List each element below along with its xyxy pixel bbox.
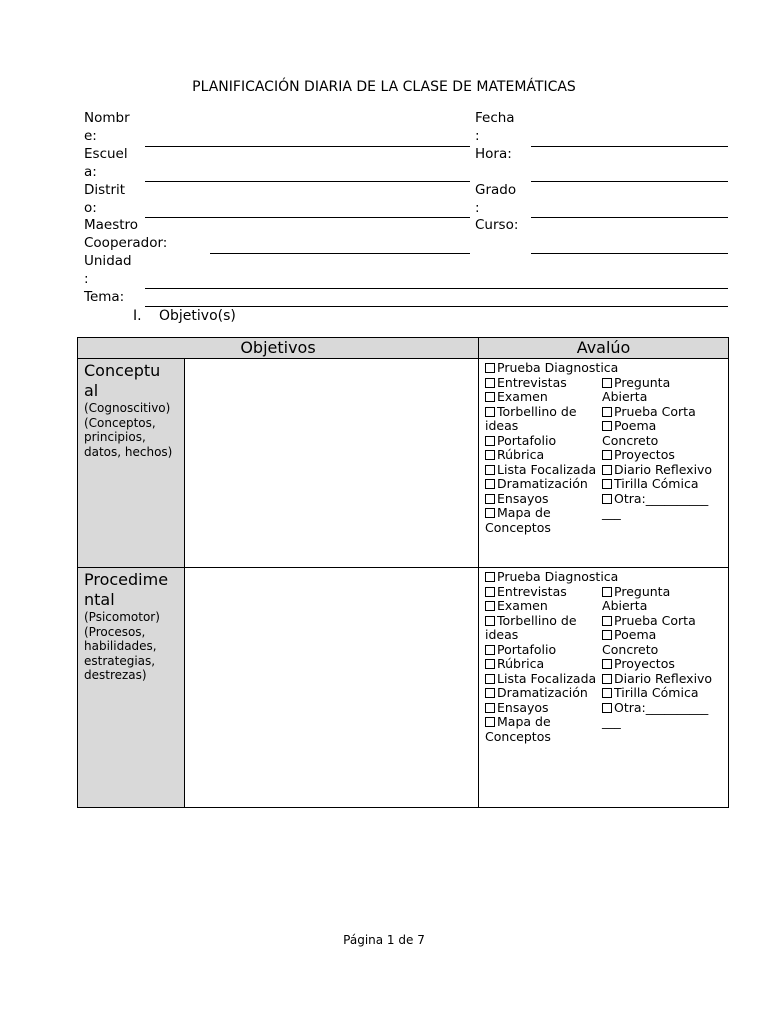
label-tema: Tema: bbox=[84, 289, 125, 305]
category-cell bbox=[78, 359, 185, 568]
checkbox[interactable] bbox=[602, 479, 612, 489]
label-nombre: Nombr e: bbox=[84, 110, 130, 144]
label-escuela: Escuel a: bbox=[84, 146, 128, 180]
avaluo-column-1 bbox=[485, 569, 619, 744]
checkbox-label: Portafolio bbox=[497, 432, 557, 448]
checkbox-label: Portafolio bbox=[497, 641, 557, 657]
checkbox-label: Entrevistas bbox=[497, 374, 567, 390]
checkbox-option[interactable] bbox=[485, 701, 602, 716]
checkbox[interactable] bbox=[485, 601, 495, 611]
checkbox-option[interactable] bbox=[485, 657, 602, 672]
checkbox-label: Otra:__________ ___ bbox=[602, 699, 709, 729]
avaluo-cell bbox=[479, 359, 729, 568]
checkbox[interactable] bbox=[485, 479, 495, 489]
checkbox-label: Pregunta Abierta bbox=[602, 374, 671, 404]
checkbox[interactable] bbox=[485, 378, 495, 388]
checkbox[interactable] bbox=[485, 645, 495, 655]
checkbox-option[interactable] bbox=[602, 419, 722, 448]
checkbox-option[interactable] bbox=[485, 643, 602, 658]
checkbox-label: Proyectos bbox=[614, 447, 675, 462]
checkbox-label: Prueba Diagnostica bbox=[497, 569, 619, 584]
checkbox-option[interactable] bbox=[602, 686, 722, 701]
checkbox-label: Ensayos bbox=[497, 490, 549, 506]
checkbox[interactable] bbox=[602, 450, 612, 460]
section-label: Objetivo(s) bbox=[159, 308, 236, 324]
label-unidad: Unidad : bbox=[84, 253, 132, 287]
checkbox-option[interactable] bbox=[485, 360, 619, 376]
input-line-curso[interactable] bbox=[531, 253, 728, 254]
checkbox[interactable] bbox=[602, 674, 612, 684]
checkbox-label: Tirilla Cómica bbox=[614, 685, 699, 700]
checkbox[interactable] bbox=[485, 392, 495, 402]
checkbox-option[interactable] bbox=[485, 672, 602, 687]
checkbox-option[interactable] bbox=[485, 390, 602, 405]
checkbox-option[interactable] bbox=[602, 701, 722, 730]
page-title: PLANIFICACIÓN DIARIA DE LA CLASE DE MATEMÁTICAS bbox=[192, 79, 576, 95]
checkbox[interactable] bbox=[485, 703, 495, 713]
checkbox-label: Torbellino de ideas bbox=[485, 612, 577, 642]
checkbox-option[interactable] bbox=[485, 686, 602, 701]
input-line-fecha[interactable] bbox=[531, 146, 728, 147]
checkbox[interactable] bbox=[485, 508, 495, 518]
checkbox-label: Dramatización bbox=[497, 476, 588, 491]
checkbox-label: Prueba Diagnostica bbox=[497, 360, 619, 375]
section-number: I. bbox=[133, 308, 142, 324]
table-row bbox=[78, 359, 729, 568]
checkbox-label: Prueba Corta bbox=[614, 403, 696, 419]
checkbox-option[interactable] bbox=[485, 599, 602, 614]
label-distrito: Distrit o: bbox=[84, 182, 126, 216]
checkbox[interactable] bbox=[602, 703, 612, 713]
checkbox-option[interactable] bbox=[602, 614, 722, 629]
avaluo-column-1 bbox=[485, 360, 619, 535]
checkbox-label: Poema Concreto bbox=[602, 418, 659, 448]
input-line-hora[interactable] bbox=[531, 181, 728, 182]
checkbox[interactable] bbox=[485, 363, 495, 373]
checkbox-label: Dramatización bbox=[497, 685, 588, 700]
category-name: Procedime ntal bbox=[84, 570, 169, 609]
checkbox-option[interactable] bbox=[485, 492, 602, 507]
header-avaluo: Avalúo bbox=[479, 338, 729, 359]
checkbox-option[interactable] bbox=[602, 628, 722, 657]
checkbox-option[interactable] bbox=[602, 376, 722, 405]
checkbox-label: Ensayos bbox=[497, 699, 549, 715]
checkbox-label: Otra:__________ ___ bbox=[602, 490, 709, 520]
checkbox-option[interactable] bbox=[485, 506, 602, 535]
checkbox-label: Mapa de Conceptos bbox=[485, 714, 551, 744]
checkbox-option[interactable] bbox=[485, 477, 602, 492]
checkbox[interactable] bbox=[602, 587, 612, 597]
checkbox-option[interactable] bbox=[485, 463, 602, 478]
checkbox[interactable] bbox=[602, 659, 612, 669]
checkbox-option[interactable] bbox=[485, 405, 602, 434]
checkbox-option[interactable] bbox=[485, 569, 619, 585]
header-objetivos: Objetivos bbox=[78, 338, 479, 359]
checkbox[interactable] bbox=[602, 494, 612, 504]
checkbox-label: Rúbrica bbox=[497, 656, 545, 671]
checkbox-option[interactable] bbox=[485, 614, 602, 643]
checkbox-label: Poema Concreto bbox=[602, 627, 659, 657]
checkbox[interactable] bbox=[602, 630, 612, 640]
checkbox[interactable] bbox=[485, 494, 495, 504]
checkbox-option[interactable] bbox=[485, 715, 602, 744]
page-footer: Página 1 de 7 bbox=[343, 933, 425, 947]
table-row bbox=[78, 568, 729, 808]
input-line-distrito[interactable] bbox=[145, 217, 470, 218]
checkbox-option[interactable] bbox=[602, 448, 722, 463]
objective-input-cell[interactable] bbox=[185, 359, 479, 568]
checkbox[interactable] bbox=[485, 688, 495, 698]
input-line-maestro[interactable] bbox=[210, 253, 470, 254]
input-line-unidad[interactable] bbox=[145, 288, 728, 289]
checkbox[interactable] bbox=[485, 587, 495, 597]
checkbox-label: Entrevistas bbox=[497, 583, 567, 599]
checkbox-label: Diario Reflexivo bbox=[614, 461, 713, 477]
checkbox-label: Torbellino de ideas bbox=[485, 403, 577, 433]
planning-table bbox=[77, 337, 729, 808]
label-curso: Curso: bbox=[475, 217, 519, 233]
checkbox-label: Diario Reflexivo bbox=[614, 670, 713, 686]
checkbox-option[interactable] bbox=[602, 477, 722, 492]
checkbox-option[interactable] bbox=[602, 657, 722, 672]
checkbox-label: Lista Focalizada bbox=[497, 670, 597, 686]
checkbox-label: Examen bbox=[497, 598, 548, 613]
checkbox[interactable] bbox=[602, 688, 612, 698]
checkbox-option[interactable] bbox=[485, 434, 602, 449]
checkbox-option[interactable] bbox=[602, 585, 722, 614]
checkbox-label: Mapa de Conceptos bbox=[485, 505, 551, 535]
checkbox[interactable] bbox=[602, 407, 612, 417]
checkbox-option[interactable] bbox=[602, 463, 722, 478]
checkbox-option[interactable] bbox=[485, 585, 602, 600]
checkbox-option[interactable] bbox=[485, 448, 602, 463]
avaluo-column-2 bbox=[602, 361, 722, 535]
checkbox-label: Prueba Corta bbox=[614, 612, 696, 628]
objective-input-cell[interactable] bbox=[185, 568, 479, 808]
checkbox[interactable] bbox=[485, 616, 495, 626]
checkbox-label: Examen bbox=[497, 389, 548, 404]
checkbox-option[interactable] bbox=[602, 405, 722, 420]
checkbox[interactable] bbox=[485, 450, 495, 460]
checkbox[interactable] bbox=[485, 659, 495, 669]
category-name: Conceptu al bbox=[84, 361, 161, 400]
label-maestro: Maestro Cooperador: bbox=[84, 217, 168, 251]
checkbox-label: Tirilla Cómica bbox=[614, 476, 699, 491]
category-description: (Psicomotor) (Procesos, habilidades, estrategias, destrezas) bbox=[84, 610, 160, 682]
checkbox[interactable] bbox=[602, 378, 612, 388]
input-line-escuela[interactable] bbox=[145, 181, 470, 182]
checkbox[interactable] bbox=[485, 717, 495, 727]
checkbox-label: Rúbrica bbox=[497, 447, 545, 462]
checkbox[interactable] bbox=[485, 674, 495, 684]
checkbox-label: Proyectos bbox=[614, 656, 675, 671]
label-hora: Hora: bbox=[475, 146, 512, 162]
label-grado: Grado : bbox=[475, 182, 517, 216]
checkbox[interactable] bbox=[602, 421, 612, 431]
input-line-grado[interactable] bbox=[531, 217, 728, 218]
checkbox-option[interactable] bbox=[602, 492, 722, 521]
checkbox[interactable] bbox=[485, 436, 495, 446]
table-header-row bbox=[78, 338, 729, 359]
checkbox-label: Lista Focalizada bbox=[497, 461, 597, 477]
checkbox[interactable] bbox=[602, 616, 612, 626]
section-heading bbox=[133, 307, 236, 325]
checkbox[interactable] bbox=[485, 407, 495, 417]
checkbox-label: Pregunta Abierta bbox=[602, 583, 671, 613]
checkbox[interactable] bbox=[485, 572, 495, 582]
input-line-nombre[interactable] bbox=[145, 146, 470, 147]
checkbox-option[interactable] bbox=[602, 672, 722, 687]
category-cell bbox=[78, 568, 185, 808]
label-fecha: Fecha : bbox=[475, 110, 515, 144]
checkbox[interactable] bbox=[485, 465, 495, 475]
checkbox[interactable] bbox=[602, 465, 612, 475]
avaluo-column-2 bbox=[602, 570, 722, 744]
checkbox-option[interactable] bbox=[485, 376, 602, 391]
category-description: (Cognoscitivo) (Conceptos, principios, datos, hechos) bbox=[84, 401, 173, 459]
avaluo-cell bbox=[479, 568, 729, 808]
